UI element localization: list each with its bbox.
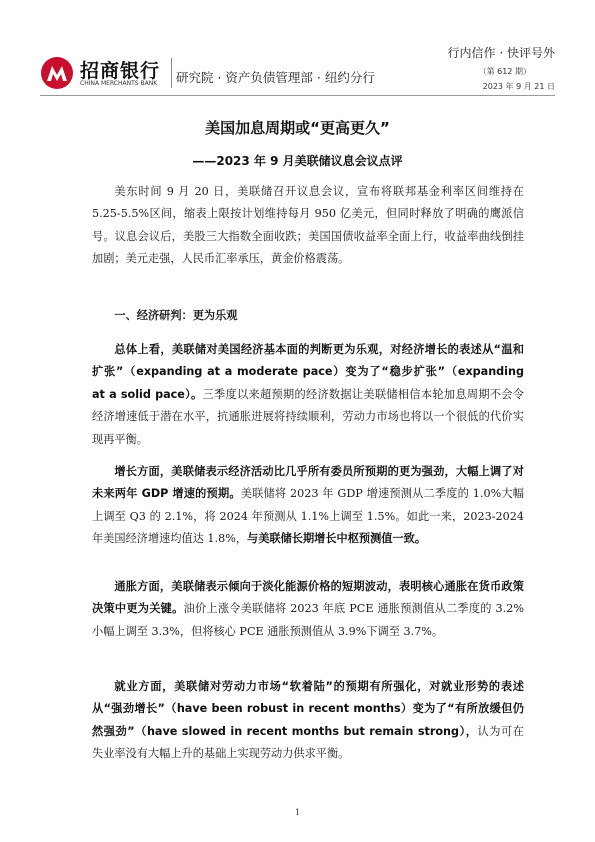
report-series: 行内信作 · 快评号外 bbox=[447, 46, 555, 60]
paragraph-growth-tail: 与美联储长期增长中枢预测值一致。 bbox=[247, 532, 427, 546]
paragraph-inflation-lead: 通胀方面，美联储表示倾向于淡化能源价格的短期波动，表明核心通胀在货币政策决策中更为关键。 bbox=[92, 580, 524, 616]
paragraph-inflation bbox=[92, 576, 524, 643]
issue-number: （第 612 期） bbox=[478, 67, 531, 76]
bank-name-cn: 招商银行 bbox=[80, 60, 161, 82]
paragraph-growth-lead: 增长方面，美联储表示经济活动比几乎所有委员所预期的更为强劲，大幅上调了对未来两年 GDP 增速的预期。 bbox=[92, 465, 524, 501]
paragraph-overall bbox=[92, 339, 524, 451]
paragraph-overall-lead: 总体上看，美联储对美国经济基本面的判断更为乐观，对经济增长的表述从“温和扩张”（expanding at a moderate pace）变为了“稳步扩张”（expanding at a solid pace）。 bbox=[92, 343, 524, 401]
report-header bbox=[40, 44, 555, 92]
header-rule bbox=[40, 95, 555, 96]
page-number: 1 bbox=[294, 808, 301, 817]
page-subtitle: ——2023 年 9 月美联储议息会议点评 bbox=[192, 154, 403, 168]
paragraph-employment bbox=[92, 676, 524, 766]
paragraph-employment-lead: 就业方面，美联储对劳动力市场“软着陆”的预期有所强化，对就业形势的表述从“强劲增长”（have been robust in recent months）变为了“有所放缓但仍然强劲”（have slowed in recent months but remain strong）， bbox=[92, 680, 524, 738]
paragraph-overall-body: 三季度以来超预期的经济数据让美联储相信本轮加息周期不会令经济增速低于潜在水平，抗通胀进展将持续顺利，劳动力市场也将以一个很低的代价实现再平衡。 bbox=[92, 387, 524, 446]
intro-paragraph: 美东时间 9 月 20 日，美联储召开议息会议，宣布将联邦基金利率区间维持在 5.25-5.5%区间，缩表上限按计划维持每月 950 亿美元，但同时释放了明确的鹰派信号。议息会议后，美股三大指数全面收跌；美国国债收益率全面上行，收益率曲线倒挂加剧；美元走强，人民币汇率承压，黄金价格震荡。 bbox=[92, 185, 524, 266]
section-heading: 一、经济研判：更为乐观 bbox=[114, 309, 238, 322]
paragraph-employment-body: 认为可在失业率没有大幅上升的基础上实现劳动力供求平衡。 bbox=[92, 724, 524, 761]
cmb-logo-icon bbox=[40, 56, 74, 90]
paragraph-growth-body: 美联储将 2023 年 GDP 增速预测从二季度的 1.0%大幅上调至 Q3 的 2.1%，将 2024 年预测从 1.1%上调至 1.5%。如此一来，2023-2024 年美国经济增速均值达 1.8%， bbox=[92, 487, 524, 546]
paragraph-growth bbox=[92, 461, 524, 551]
header-divider bbox=[171, 58, 172, 88]
page-title: 美国加息周期或“更高更久” bbox=[205, 119, 390, 137]
report-date: 2023 年 9 月 21 日 bbox=[482, 82, 555, 91]
bank-name-en: CHINA MERCHANTS BANK bbox=[80, 80, 158, 87]
department-label: 研究院 · 资产负债管理部 · 纽约分行 bbox=[176, 70, 375, 85]
paragraph-inflation-body: 油价上涨令美联储将 2023 年底 PCE 通胀预测值从二季度的 3.2%小幅上调至 3.3%，但将核心 PCE 通胀预测值从 3.9%下调至 3.7%。 bbox=[92, 602, 524, 638]
